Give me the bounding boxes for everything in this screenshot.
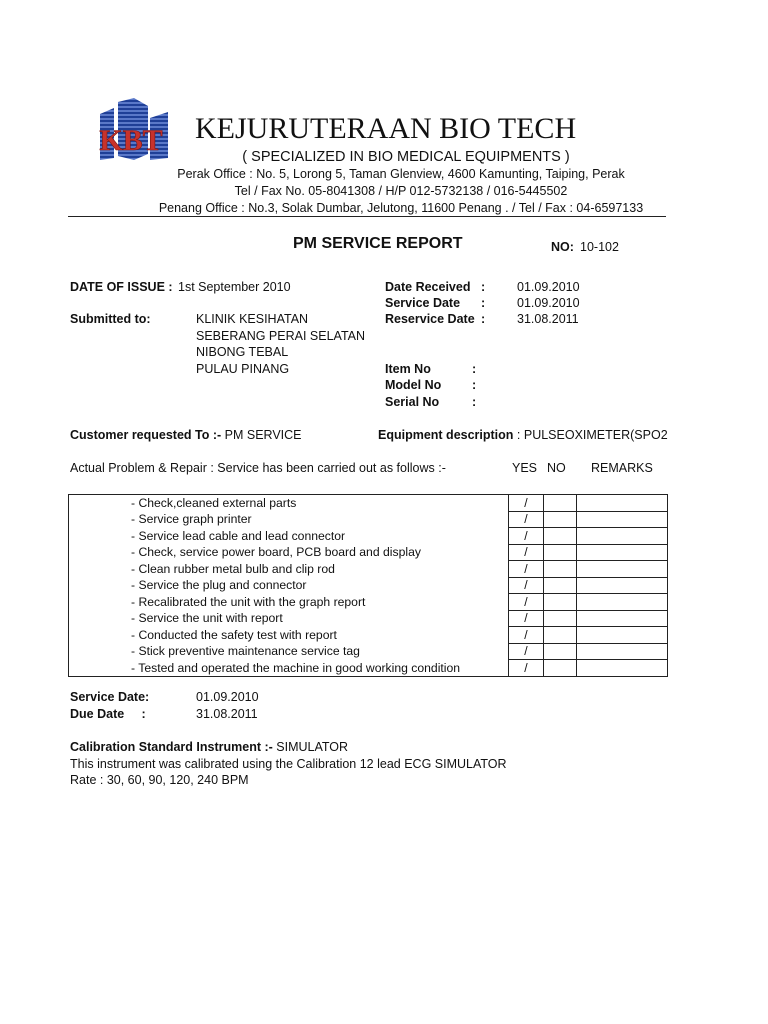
- model-no-label: Model No: [385, 378, 442, 392]
- calibration-label: Calibration Standard Instrument :-: [70, 740, 273, 754]
- serial-no-label: Serial No: [385, 395, 440, 409]
- header-divider: [68, 216, 666, 217]
- service-tasks-table: [68, 494, 668, 677]
- customer-requested: [70, 428, 302, 442]
- logo-lettering: KBT: [99, 124, 163, 157]
- due-date-value: 31.08.2011: [196, 707, 258, 721]
- submitted-to-line: NIBONG TEBAL: [196, 345, 289, 359]
- task-description: - Service lead cable and lead connector: [69, 528, 509, 545]
- item-no-colon: :: [472, 362, 477, 376]
- equipment-description-label: Equipment description: [378, 428, 514, 442]
- date-received-value: 01.09.2010: [517, 280, 580, 294]
- model-no-colon: :: [472, 378, 477, 392]
- remarks-header: REMARKS: [591, 461, 653, 475]
- task-yes-mark: /: [509, 577, 544, 594]
- date-received-label: Date Received: [385, 280, 471, 294]
- yes-header: YES: [512, 461, 538, 475]
- task-description: - Tested and operated the machine in good working condition: [69, 660, 509, 677]
- no-header: NO: [547, 461, 566, 475]
- task-yes-mark: /: [509, 643, 544, 660]
- company-tagline: ( SPECIALIZED IN BIO MEDICAL EQUIPMENTS ): [242, 149, 570, 165]
- task-row: [69, 610, 668, 627]
- report-title: PM SERVICE REPORT: [293, 235, 463, 252]
- task-row: [69, 643, 668, 660]
- task-row: [69, 561, 668, 578]
- task-row: [69, 528, 668, 545]
- task-yes-mark: /: [509, 561, 544, 578]
- calibration-line-2: Rate : 30, 60, 90, 120, 240 BPM: [70, 773, 249, 787]
- task-no-cell: [544, 495, 577, 512]
- task-no-cell: [544, 627, 577, 644]
- address-line-perak: Perak Office : No. 5, Lorong 5, Taman Glenview, 4600 Kamunting, Taiping, Perak: [177, 167, 625, 181]
- submitted-to-line: PULAU PINANG: [196, 362, 290, 376]
- task-no-cell: [544, 594, 577, 611]
- submitted-to-label: Submitted to:: [70, 312, 151, 326]
- service-date-footer-label: Service Date:: [70, 690, 150, 704]
- submitted-to-line: SEBERANG PERAI SELATAN: [196, 329, 366, 343]
- task-remarks-cell: [577, 627, 668, 644]
- task-row: [69, 594, 668, 611]
- service-date-colon: :: [481, 296, 486, 310]
- task-remarks-cell: [577, 528, 668, 545]
- task-yes-mark: /: [509, 594, 544, 611]
- task-no-cell: [544, 660, 577, 677]
- problem-repair-text: Actual Problem & Repair : Service has been carried out as follows :-: [70, 461, 446, 475]
- task-yes-mark: /: [509, 511, 544, 528]
- task-description: - Service the unit with report: [69, 610, 509, 627]
- equipment-description: [378, 428, 668, 442]
- task-description: - Service graph printer: [69, 511, 509, 528]
- customer-requested-value: PM SERVICE: [221, 428, 302, 442]
- task-yes-mark: /: [509, 495, 544, 512]
- reservice-date-value: 31.08.2011: [517, 312, 579, 326]
- task-no-cell: [544, 528, 577, 545]
- reservice-date-label: Reservice Date: [385, 312, 475, 326]
- task-remarks-cell: [577, 544, 668, 561]
- task-description: - Stick preventive maintenance service tag: [69, 643, 509, 660]
- task-yes-mark: /: [509, 528, 544, 545]
- task-remarks-cell: [577, 561, 668, 578]
- task-row: [69, 495, 668, 512]
- task-description: - Recalibrated the unit with the graph report: [69, 594, 509, 611]
- submitted-to-line: KLINIK KESIHATAN: [196, 312, 309, 326]
- task-yes-mark: /: [509, 610, 544, 627]
- task-no-cell: [544, 511, 577, 528]
- date-of-issue-label: DATE OF ISSUE :: [70, 280, 173, 294]
- reservice-date-colon: :: [481, 312, 486, 326]
- task-description: - Service the plug and connector: [69, 577, 509, 594]
- equipment-description-value: : PULSEOXIMETER(SPO2: [513, 428, 668, 442]
- service-date-label: Service Date: [385, 296, 461, 310]
- item-no-label: Item No: [385, 362, 431, 376]
- service-date-footer-value: 01.09.2010: [196, 690, 259, 704]
- task-remarks-cell: [577, 495, 668, 512]
- address-line-penang: Penang Office : No.3, Solak Dumbar, Jelutong, 11600 Penang . / Tel / Fax : 04-6597133: [158, 201, 644, 215]
- report-no-label: NO:: [551, 240, 574, 254]
- task-row: [69, 544, 668, 561]
- service-date-value: 01.09.2010: [517, 296, 580, 310]
- date-received-colon: :: [481, 280, 486, 294]
- calibration-line-1: This instrument was calibrated using the Calibration 12 lead ECG SIMULATOR: [70, 757, 507, 771]
- task-row: [69, 660, 668, 677]
- task-no-cell: [544, 544, 577, 561]
- serial-no-colon: :: [472, 395, 477, 409]
- task-remarks-cell: [577, 577, 668, 594]
- task-remarks-cell: [577, 594, 668, 611]
- task-remarks-cell: [577, 511, 668, 528]
- task-yes-mark: /: [509, 544, 544, 561]
- task-description: - Clean rubber metal bulb and clip rod: [69, 561, 509, 578]
- task-description: - Check, service power board, PCB board and display: [69, 544, 509, 561]
- task-yes-mark: /: [509, 627, 544, 644]
- address-line-phone: Tel / Fax No. 05-8041308 / H/P 012-5732138 / 016-5445502: [234, 184, 568, 198]
- date-of-issue-value: 1st September 2010: [178, 280, 291, 294]
- task-row: [69, 577, 668, 594]
- task-row: [69, 627, 668, 644]
- company-name: KEJURUTERAAN BIO TECH: [195, 112, 577, 145]
- task-remarks-cell: [577, 610, 668, 627]
- calibration-standard: [70, 740, 348, 754]
- task-row: [69, 511, 668, 528]
- task-no-cell: [544, 577, 577, 594]
- task-no-cell: [544, 643, 577, 660]
- due-date-label: Due Date :: [70, 707, 146, 721]
- task-description: - Check,cleaned external parts: [69, 495, 509, 512]
- task-remarks-cell: [577, 660, 668, 677]
- task-no-cell: [544, 561, 577, 578]
- calibration-value: SIMULATOR: [272, 740, 349, 754]
- task-remarks-cell: [577, 643, 668, 660]
- task-no-cell: [544, 610, 577, 627]
- report-no-value: 10-102: [580, 240, 619, 254]
- task-description: - Conducted the safety test with report: [69, 627, 509, 644]
- task-yes-mark: /: [509, 660, 544, 677]
- customer-requested-label: Customer requested To :-: [70, 428, 222, 442]
